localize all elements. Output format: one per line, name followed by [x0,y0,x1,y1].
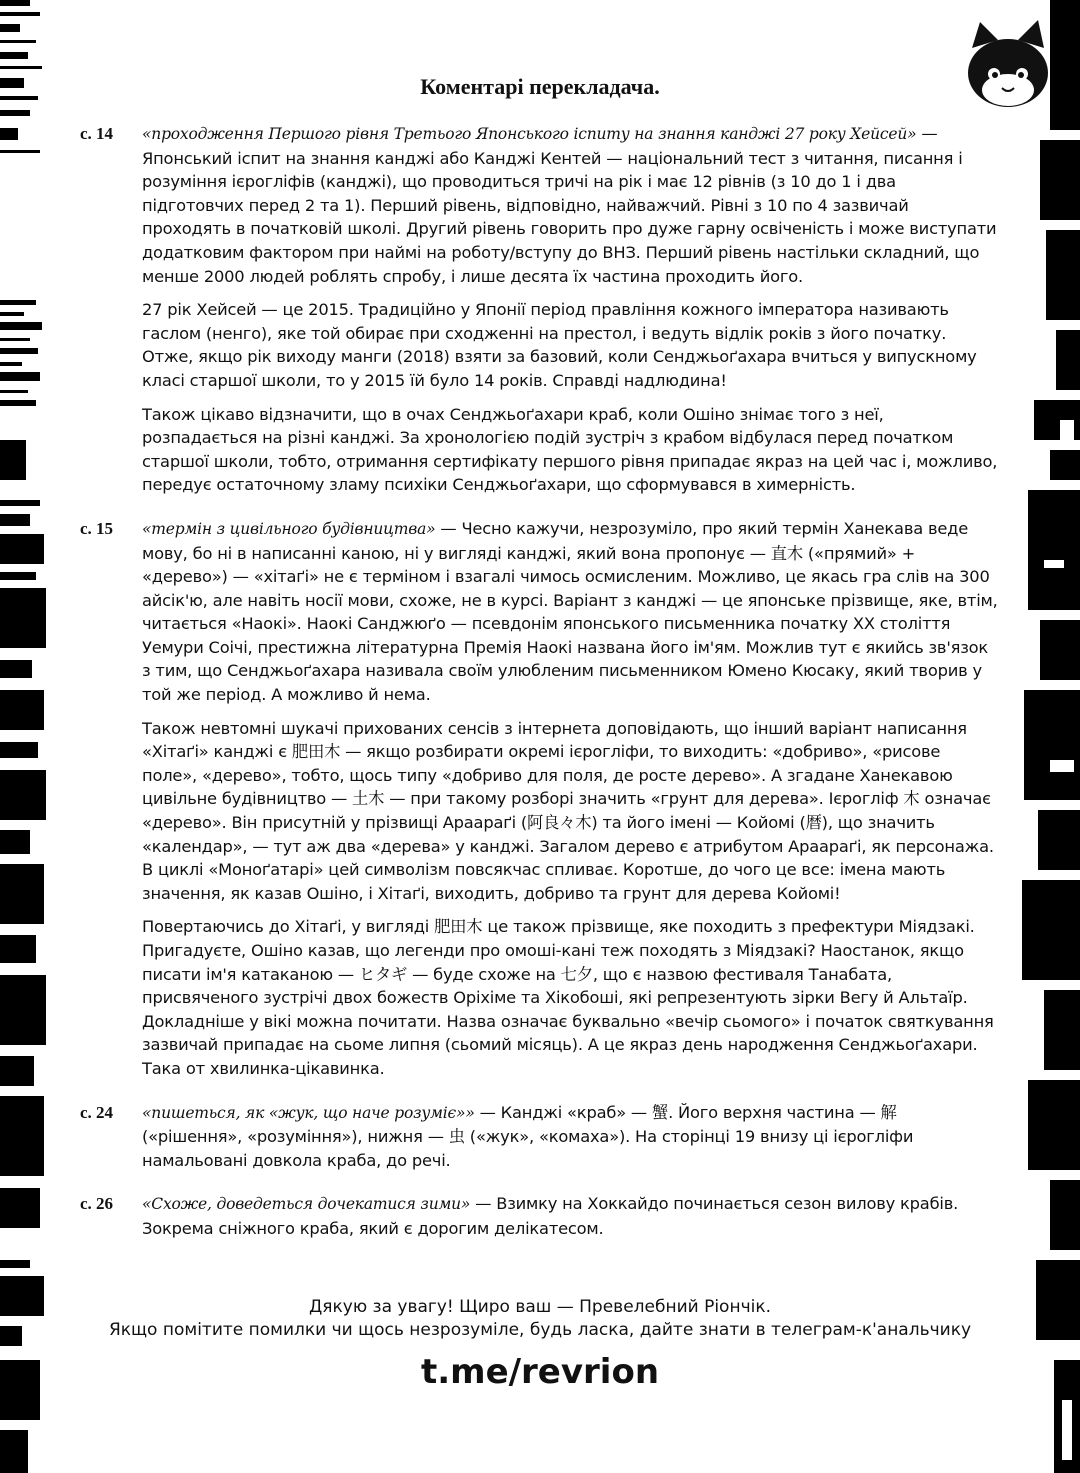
note-body [142,1192,1000,1250]
page-ref: с. 15 [80,518,114,538]
note-entry [80,122,1000,507]
note-text: — Канджі «краб» — 蟹. Його верхня частина — 解 («рішення», «розуміння»), нижня — 虫 («жук», «комаха»). На сторінці 19 внизу ці ієрогліфи намальовані довкола краба, до речі. [142,1102,914,1170]
note-paragraph: Також невтомні шукачі прихованих сенсів з інтернета доповідають, що інший варіант написання «Хітаґі» канджі є 肥田木 — якщо розбирати окремі ієрогліфи, то виходить: «добриво», «рисове поле», «дерево», тобто, щось типу «добриво для поля, де росте дерево». А згадане Ханекавою цивільне будівництво — 土木 — при такому розборі значить «грунт для дерева». Ієрогліф 木 означає «дерево». Він присутній у прізвищі Араараґі (阿良々木) та його імені — Койомі (暦), що значить «календар», — тут аж два «дерева» у канджі. Загалом дерево є атрибутом Араараґі, як персонажа. В циклі «Моноґатарі» цей символізм повсякчас спливає. Коротше, до чого це все: імена мають значення, як казав Ошіно, і Хітаґі, виходить, добриво та грунт для дерева Койомі! [142,718,994,903]
note-entry [80,1101,1000,1183]
note-paragraph: Повертаючись до Хітаґі, у вигляді 肥田木 це також прізвище, яке походить з префектури Міядзакі. Пригадуєте, Ошіно казав, що легенди про омоші-кані теж походять з Міядзакі? Наостанок, якщо писати ім'я катаканою — ヒタギ — буде схоже на 七夕, що є назвою фестиваля Танабата, присвяченого зустрічі двох божеств Оріхіме та Хікобоші, які репрезентують зірки Вегу й Альтаїр. Докладніше у вікі можна почитати. Назва означає буквально «вечір сьомого» і початок святкування зазвичай припадає на сьоме липня (сьомий місяць). А це якраз день народження Сенджьоґахари. Така от хвилинка-цікавинка. [142,917,994,1078]
note-quote: «пишеться, як «жук, що наче розуміє»» [142,1103,475,1122]
footer-thanks [40,1296,1040,1342]
left-manga-border-art [0,0,48,1473]
note-quote: «проходження Першого рівня Третього Японського іспиту на знання канджі 27 року Хейсей» [142,125,917,143]
note-text: — Японський іспит на знання канджі або Канджі Кентей — національний тест з читання, писання і розуміння ієрогліфів (канджі), що проводиться тричі на рік і має 12 рівнів (з 10 до 1 і два підготовчих перед 2 та 1). Перший рівень, відповідно, найважчий. Рівні з 10 по 4 зазвичай проходять в початковій школі. Другий рівень говорить про дуже гарну освіченість і може виступати додатковим фактором при наймі на роботу/вступу до ВНЗ. Перший рівень настільки складний, що менше 2000 людей роблять спробу, і лише десята їх частина проходить його. [142,124,997,286]
note-paragraph: Також цікаво відзначити, що в очах Сенджьоґахари краб, коли Ошіно знімає того з неї, розпадається на різні канджі. За хронологією подій зустріч з крабом відбулася перед початком старшої школи, тобто, отримання сертифікату першого рівня припадає якраз на цей час і, можливо, передує остаточному зламу психіки Сенджьоґахари, що сформувався в химерність. [142,404,998,495]
note-entry [80,1192,1000,1250]
note-body [142,1101,1000,1183]
note-paragraph [142,1101,1000,1173]
note-paragraph [142,1192,1000,1240]
note-body [142,122,1000,507]
note-text: — Взимку на Хоккайдо починається сезон вилову крабів. Зокрема сніжного краба, який є дорогим делікатесом. [142,1194,959,1238]
page-ref: с. 24 [80,1102,114,1122]
page-title: Коментарі перекладача. [420,74,660,99]
note-paragraph [142,517,1000,707]
page-ref: с. 14 [80,124,114,143]
note-quote: «термін з цивільного будівництва» [142,519,436,538]
note-body [142,517,1000,1091]
footer-line-1: Дякую за увагу! Щиро ваш — Превелебний Ріончік. [308,1297,772,1317]
note-paragraph: 27 рік Хейсей — це 2015. Традиційно у Японії період правління кожного імператора називають гаслом (ненго), яке той обирає при сходженні на престол, і ведуть відлік років з його початку. Отже, якщо рік виходу манги (2018) взяти за базовий, коли Сенджьоґахара вчиться у випускному класі старшої школи, то у 2015 їй було 14 років. Справді надлюдина! [142,300,977,390]
translator-notes [80,74,1000,1261]
footer-line-2: Якщо помітите помилки чи щось незрозуміле, будь ласка, дайте знати в телеграм-к'анальчику [108,1320,972,1340]
note-entry [80,517,1000,1091]
note-quote: «Схоже, доведеться дочекатися зими» [142,1195,471,1214]
right-manga-border-art [1020,0,1080,1473]
telegram-link[interactable]: t.me/revrion [420,1352,660,1392]
page-ref: с. 26 [80,1194,114,1214]
note-paragraph [142,122,1000,288]
note-text: — Чесно кажучи, незрозуміло, про який термін Ханекава веде мову, бо ні в написанні каною, ні у вигляді канджі, який вона пропонує — 直木 («прямий» + «дерево») — «хітаґі» не є терміном і взагалі чимось осмисленим. Можливо, це якась гра слів на 300 айсік'ю, але навіть носії мови, схоже, не в курсі. Варіант з канджі — це японське прізвище, яке, втім, читається «Наокі». Наокі Санджюґо — псевдонім японського письменника початку ХХ століття Уемури Соічі, престижна літературна Премія Наокі названа його ім'ям. Можлив тут є якийсь зв'язок з тим, що Сенджьоґахара називала своїм улюбленим письменником Юмено Кюсаку, який творив у той же період. А можливо й нема. [142,518,998,705]
